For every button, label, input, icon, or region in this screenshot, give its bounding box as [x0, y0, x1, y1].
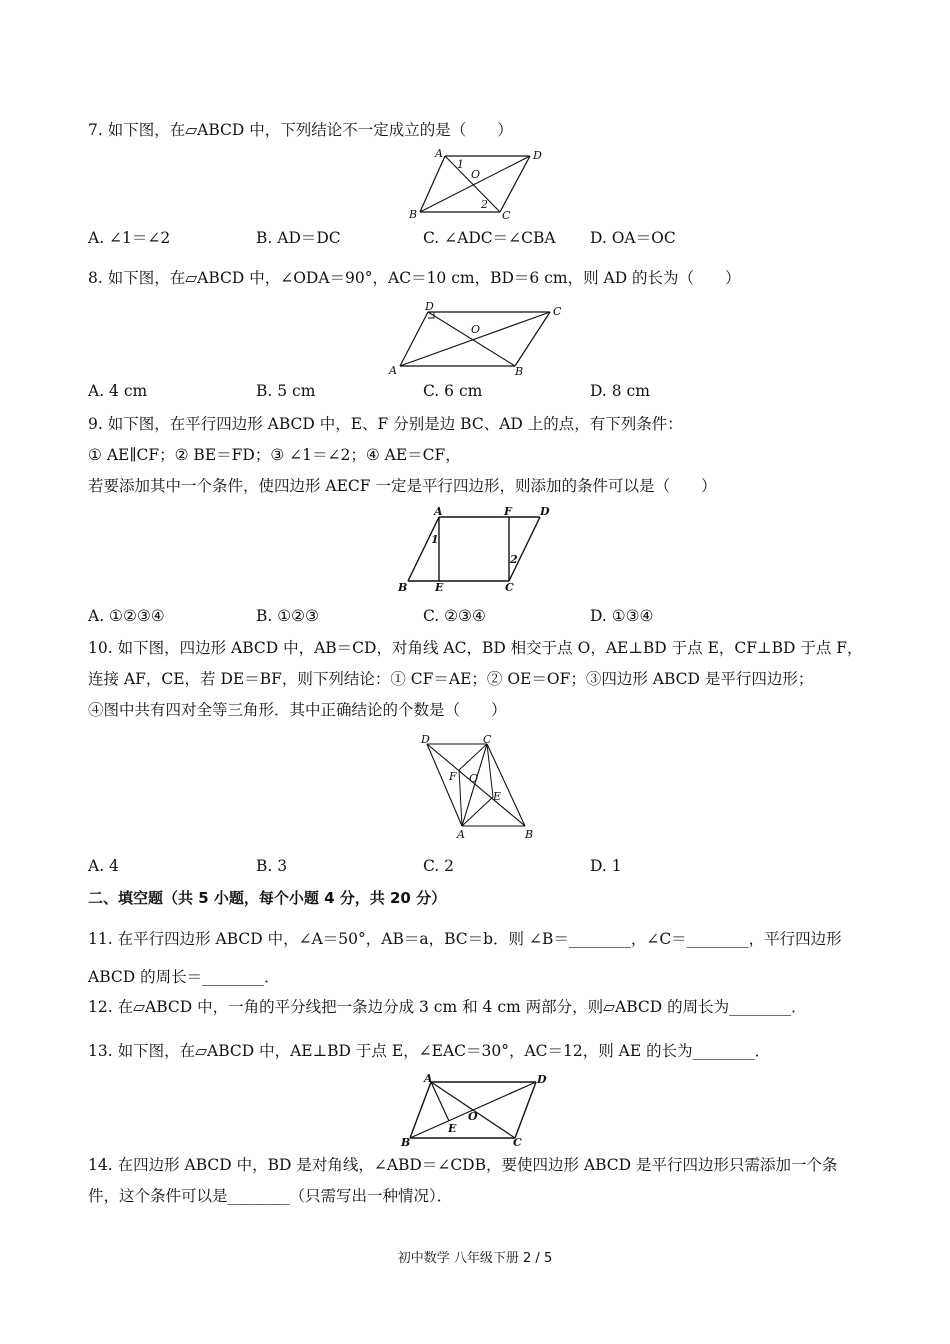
q7-label-c: C — [502, 209, 511, 222]
q7-label-o: O — [471, 168, 481, 181]
q8-option-a[interactable]: A. 4 cm — [88, 382, 148, 400]
q8-figure — [385, 300, 570, 380]
q9-label-f: F — [504, 505, 512, 518]
q10-line2: 连接 AF，CE，若 DE＝BF，则下列结论：① CF＝AE；② OE＝OF；③四边形 ABCD 是平行四边形； — [88, 670, 814, 688]
q9-label-2: 2 — [510, 553, 518, 566]
q7-diag-bd — [420, 156, 530, 212]
q7-option-d[interactable]: D. OA＝OC — [590, 229, 676, 247]
q11-line1: 11. 在平行四边形 ABCD 中，∠A＝50°，AB＝a，BC＝b．则 ∠B＝________，∠C＝________，平行四边形 — [88, 930, 842, 948]
q8-option-d[interactable]: D. 8 cm — [590, 382, 650, 400]
q7-option-a[interactable]: A. ∠1＝∠2 — [88, 229, 171, 247]
q10-line3: ④图中共有四对全等三角形．其中正确结论的个数是（ ） — [88, 701, 507, 719]
q7-label-1: 1 — [457, 158, 464, 171]
q9-figure — [392, 503, 562, 597]
q10-label-f: F — [449, 770, 457, 783]
q10-label-o: O — [469, 772, 479, 785]
q7-side-dc — [500, 156, 530, 212]
q13-label-a: A — [424, 1072, 433, 1085]
q14-line2: 件，这个条件可以是________（只需写出一种情况）． — [88, 1187, 453, 1205]
q10-label-e: E — [493, 790, 502, 803]
q9-label-1: 1 — [431, 533, 439, 546]
section-2-heading: 二、填空题（共 5 小题，每个小题 4 分，共 20 分） — [88, 889, 447, 907]
q9-conditions: ① AE∥CF；② BE＝FD；③ ∠1＝∠2；④ AE＝CF， — [88, 446, 461, 464]
q8-option-c[interactable]: C. 6 cm — [423, 382, 483, 400]
q8-label-a: A — [389, 364, 397, 377]
q7-option-c[interactable]: C. ∠ADC＝∠CBA — [423, 229, 556, 247]
q13-label-d: D — [537, 1073, 547, 1086]
q9-option-a[interactable]: A. ①②③④ — [88, 607, 165, 625]
q11-line2: ABCD 的周长＝________． — [88, 968, 280, 986]
q7-option-b[interactable]: B. AD＝DC — [256, 229, 341, 247]
q12-stem: 12. 在▱ABCD 中，一角的平分线把一条边分成 3 cm 和 4 cm 两部分，则▱ABCD 的周长为________． — [88, 998, 807, 1016]
q13-figure — [398, 1070, 558, 1150]
q10-option-b[interactable]: B. 3 — [256, 857, 288, 875]
q9-stem: 9. 如下图，在平行四边形 ABCD 中，E、F 分别是边 BC、AD 上的点，有下列条件： — [88, 415, 683, 433]
q7-label-a: A — [435, 147, 443, 160]
q9-label-d: D — [540, 505, 550, 518]
q13-stem: 13. 如下图，在▱ABCD 中，AE⊥BD 于点 E，∠EAC＝30°，AC＝12，则 AE 的长为________． — [88, 1042, 771, 1060]
q13-label-c: C — [513, 1136, 522, 1149]
q9-option-c[interactable]: C. ②③④ — [423, 607, 486, 625]
page-footer: 初中数学 八年级下册 2 / 5 — [397, 1251, 553, 1266]
q10-figure — [415, 730, 545, 845]
q10-option-d[interactable]: D. 1 — [590, 857, 622, 875]
q13-label-b: B — [401, 1136, 411, 1149]
q9-ask: 若要添加其中一个条件，使四边形 AECF 一定是平行四边形，则添加的条件可以是（ ） — [88, 477, 717, 495]
q7-stem: 7. 如下图，在▱ABCD 中，下列结论不一定成立的是（ ） — [88, 121, 513, 139]
q10-line1: 10. 如下图，四边形 ABCD 中，AB＝CD，对角线 AC，BD 相交于点 O，AE⊥BD 于点 E，CF⊥BD 于点 F， — [88, 639, 863, 657]
q9-option-d[interactable]: D. ①③④ — [590, 607, 654, 625]
q8-label-c: C — [553, 305, 562, 318]
q7-label-2: 2 — [481, 198, 488, 211]
q9-label-c: C — [505, 581, 514, 594]
q9-label-a: A — [434, 505, 443, 518]
q7-label-b: B — [409, 208, 418, 221]
q8-label-o: O — [471, 323, 481, 336]
q8-option-b[interactable]: B. 5 cm — [256, 382, 316, 400]
q7-side-ab — [420, 156, 445, 212]
q7-label-d: D — [533, 149, 542, 162]
q13-label-o: O — [468, 1110, 478, 1123]
q10-label-a: A — [457, 828, 465, 841]
q7-diag-ac — [445, 156, 500, 212]
q9-option-b[interactable]: B. ①②③ — [256, 607, 319, 625]
q8-stem: 8. 如下图，在▱ABCD 中，∠ODA＝90°，AC＝10 cm，BD＝6 cm，则 AD 的长为（ ） — [88, 269, 741, 287]
q13-label-e: E — [448, 1122, 457, 1135]
q10-label-d: D — [421, 733, 430, 746]
q10-label-b: B — [525, 828, 534, 841]
q8-label-b: B — [515, 365, 524, 378]
q9-label-e: E — [435, 581, 444, 594]
q10-label-c: C — [483, 733, 492, 746]
q14-line1: 14. 在四边形 ABCD 中，BD 是对角线，∠ABD＝∠CDB，要使四边形 ABCD 是平行四边形只需添加一个条 — [88, 1156, 838, 1174]
q9-label-b: B — [398, 581, 408, 594]
q10-option-c[interactable]: C. 2 — [423, 857, 455, 875]
q8-label-d: D — [425, 300, 434, 313]
q7-figure — [405, 146, 555, 224]
q10-option-a[interactable]: A. 4 — [88, 857, 119, 875]
